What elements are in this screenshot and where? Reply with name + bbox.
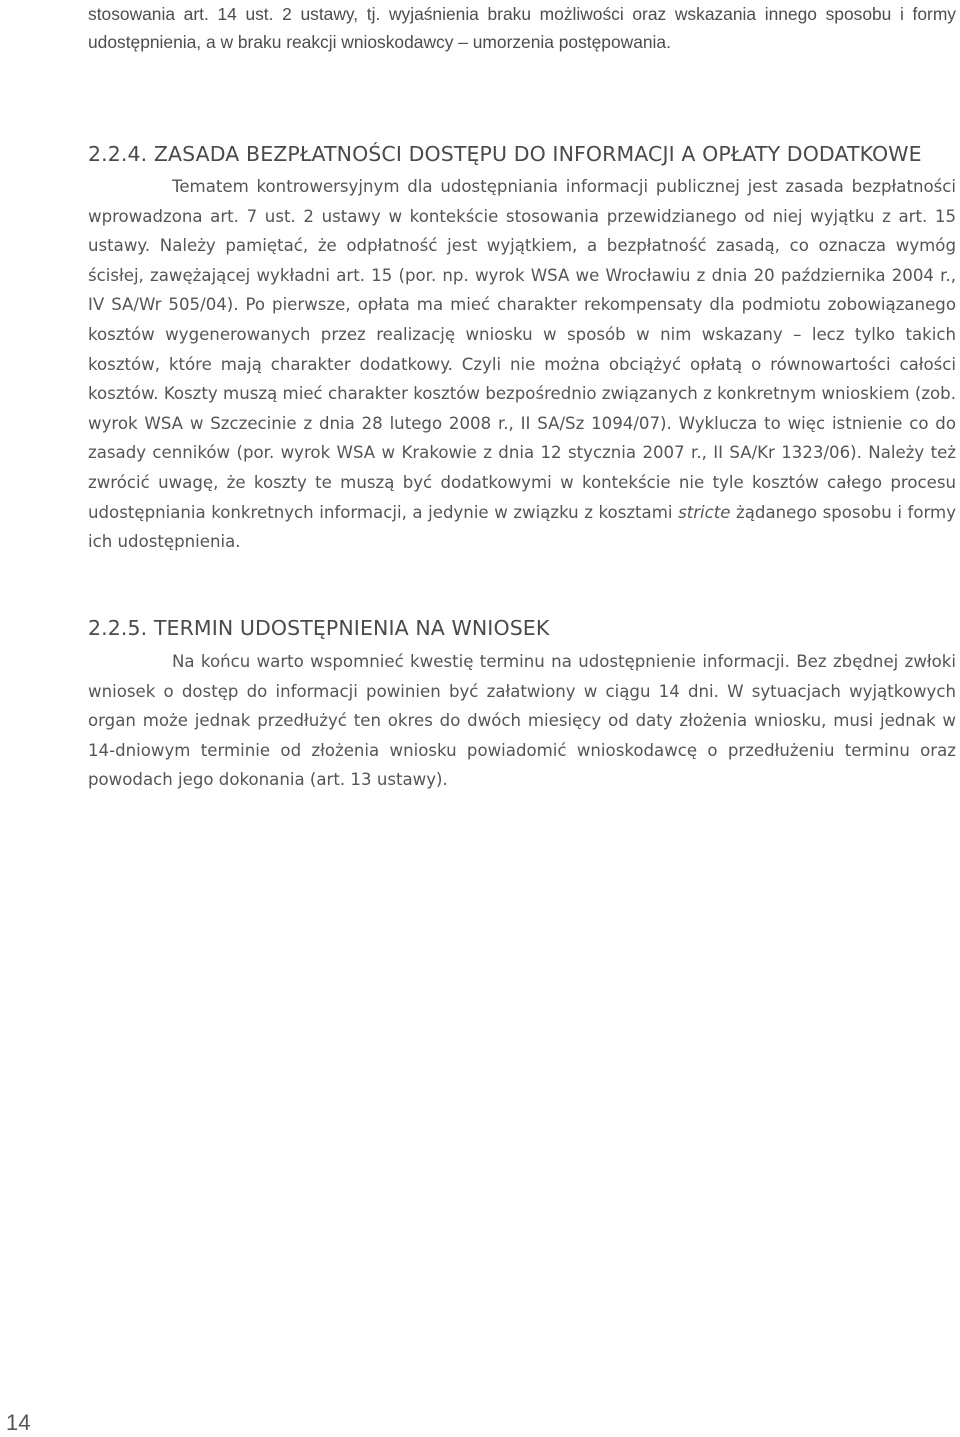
section-paragraph: Na końcu warto wspomnieć kwestię terminu na udostępnienie informacji. Bez zbędnej zwłoki wniosek o dostęp do informacji powinien być załatwiony w ciągu 14 dni. W sytuacjach wyjątkowych organ może jednak przedłużyć ten okres do dwóch miesięcy od daty złożenia wniosku, musi jednak w 14-dniowym terminie od złożenia wniosku powiadomić wnioskodawcę o przedłużeniu terminu oraz powodach jego dokonania (art. 13 ustawy).: [88, 652, 956, 790]
section-paragraph: [88, 172, 956, 557]
paragraph-text-main: Tematem kontrowersyjnym dla udostępniania informacji publicznej jest zasada bezpłatności wprowadzona art. 7 ust. 2 ustawy w kontekście stosowania przewidzianego od niej wyjątku z art. 15 ustawy. Należy pamiętać, że odpłatność jest wyjątkiem, a bezpłatność zasadą, co oznacza wymóg ścisłej, zawężającej wykładni art. 15 (por. np. wyrok WSA we Wrocławiu z dnia 20 października 2004 r., IV SA/Wr 505/04). Po pierwsze, opłata ma mieć charakter rekompensaty dla podmiotu zobowiązanego kosztów wygenerowanych przez realizację wniosku w sposób w nim wskazany – lecz tylko takich kosztów, które mają charakter dodatkowy. Czyli nie można obciążyć opłatą o równowartości całości kosztów. Koszty muszą mieć charakter kosztów bezpośrednio związanych z konkretnym wnioskiem (zob. wyrok WSA w Szczecinie z dnia 28 lutego 2008 r., II SA/Sz 1094/07). Wyklucza to więc istnienie co do zasady cenników (por. wyrok WSA w Krakowie z dnia 12 stycznia 2007 r., II SA/Kr 1323/06). Należy też zwrócić uwagę, że koszty te muszą być dodatkowymi w kontekście nie tyle kosztów całego procesu udostępniania konkretnych informacji, a jedynie w związku z kosztami: [88, 177, 956, 522]
section-body-2-2-5: [88, 647, 956, 795]
page-number: 14: [6, 1410, 31, 1435]
section-body-2-2-4: [88, 172, 956, 557]
paragraph-text-end: żądanego sposobu i formy ich udostępnienia.: [88, 502, 957, 552]
section-heading-2-2-5: 2.2.5. TERMIN UDOSTĘPNIENIA NA WNIOSEK: [88, 616, 550, 640]
intro-paragraph: [88, 0, 956, 56]
intro-text: stosowania art. 14 ust. 2 ustawy, tj. wyjaśnienia braku możliwości oraz wskazania innego sposobu i formy udostępnienia, a w braku reakcji wnioskodawcy – umorzenia postępowania.: [88, 4, 956, 52]
italic-term: stricte: [678, 502, 731, 522]
section-heading-2-2-4: 2.2.4. ZASADA BEZPŁATNOŚCI DOSTĘPU DO INFORMACJI A OPŁATY DODATKOWE: [88, 142, 922, 166]
